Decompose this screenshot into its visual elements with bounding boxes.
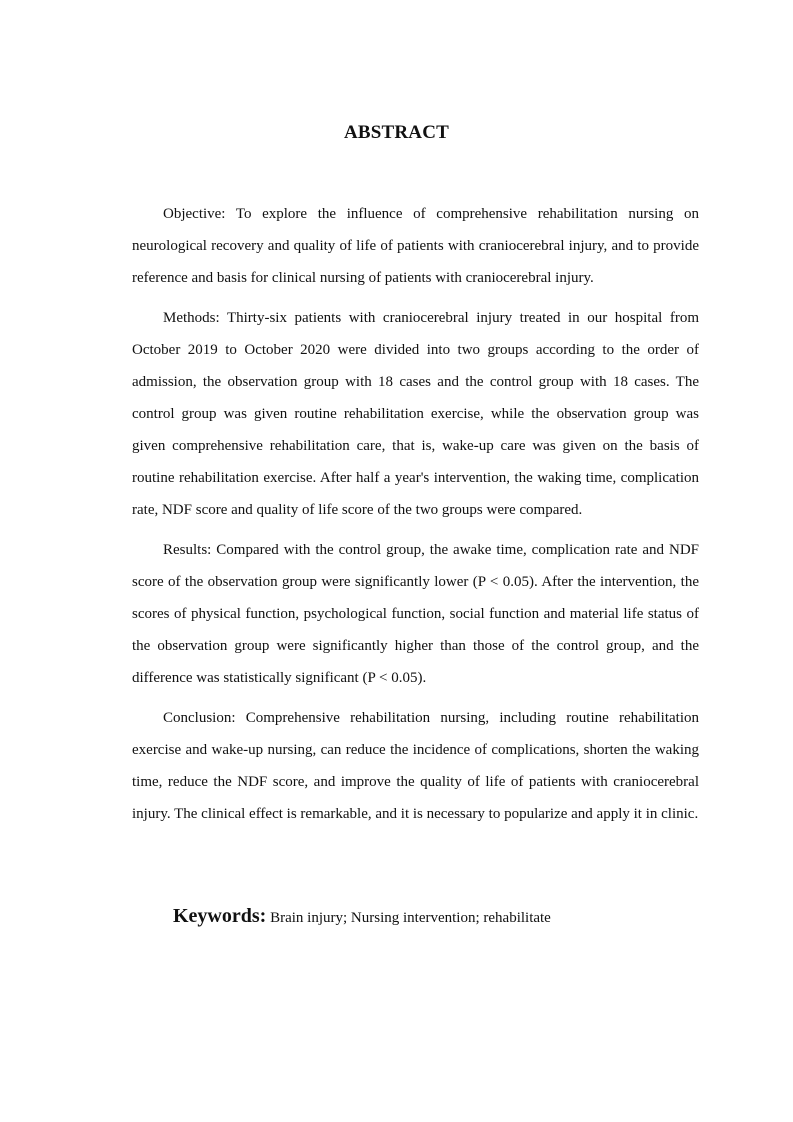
keywords-label: Keywords: (173, 905, 267, 927)
keywords-line (173, 900, 733, 934)
conclusion-paragraph: Conclusion: Comprehensive rehabilitation nursing, including routine rehabilitation exercise and wake-up nursing, can reduce the incidence of complications, shorten the waking time, reduce the NDF score, and improve the quality of life of patients with craniocerebral injury. The clinical effect is remarkable, and it is necessary to popularize and apply it in clinic. (132, 710, 699, 822)
methods-paragraph: Methods: Thirty-six patients with craniocerebral injury treated in our hospital from October 2019 to October 2020 were divided into two groups according to the order of admission, the observation group with 18 cases and the control group with 18 cases. The control group was given routine rehabilitation exercise, while the observation group was given comprehensive rehabilitation care, that is, wake-up care was given on the basis of routine rehabilitation exercise. After half a year's intervention, the waking time, complication rate, NDF score and quality of life score of the two groups were compared. (132, 310, 699, 518)
page-title: ABSTRACT (343, 122, 450, 143)
abstract-body (132, 198, 699, 838)
keywords-text: Brain injury; Nursing intervention; rehabilitate (270, 910, 551, 926)
objective-paragraph: Objective: To explore the influence of comprehensive rehabilitation nursing on neurological recovery and quality of life of patients with craniocerebral injury, and to provide reference and basis for clinical nursing of patients with craniocerebral injury. (132, 206, 699, 286)
results-paragraph: Results: Compared with the control group, the awake time, complication rate and NDF score of the observation group were significantly lower (P < 0.05). After the intervention, the scores of physical function, psychological function, social function and material life status of the observation group were significantly higher than those of the control group, and the difference was statistically significant (P < 0.05). (132, 542, 699, 686)
